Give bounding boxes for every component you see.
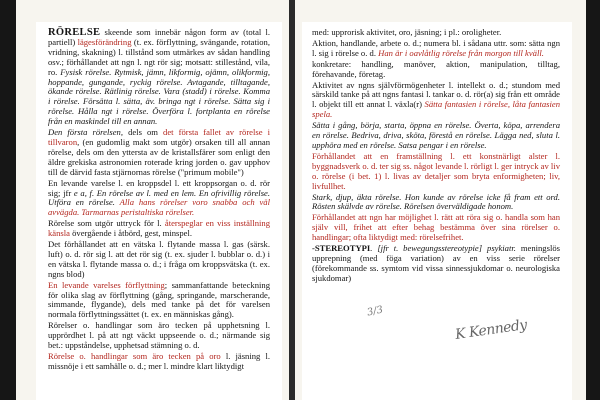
paragraph-manoeuvre bbox=[312, 60, 560, 80]
text-run: dels om bbox=[123, 127, 164, 138]
text-run: Aktivitet av ngns självförmögenheter l. intellekt o. d.; stundom med särskild tanke på att ngns fantasi l. tankar o. d. rör(a) sig från ett område l. objekt till ett annat l. växla(r) bbox=[312, 79, 560, 110]
paragraph-excitement bbox=[48, 321, 270, 351]
text-run: skeende som innebär någon form av (total l. partiell) bbox=[48, 27, 270, 47]
text-run: det första fallet av rörelse i tillvaron bbox=[48, 127, 270, 147]
artist-signature: K Kennedy bbox=[454, 317, 528, 343]
paragraph-unrest bbox=[48, 352, 270, 372]
paragraph-locomotion bbox=[48, 281, 270, 321]
paragraph-fluid-movement bbox=[48, 240, 270, 280]
paragraph-freedom bbox=[312, 213, 560, 243]
text-run: meningslös upprepning (med föga variation) av en viss serie rörelser (förekommande ss. symtom vid vissa sinnessjukdomar o. neurologiska sjukdomar) bbox=[312, 243, 560, 283]
text-run: Rörelser o. handlingar som äro tecken på upphetsning l. upprördhet l. på att ngt väckt uppseende o. d.; närmande sig bet.: uppståndelse, upphetsad stämning o. d. bbox=[48, 320, 270, 351]
text-run: Sätta fantasien i rörelse, låta fantasien spela. bbox=[312, 99, 560, 120]
text-run: med: upprorisk aktivitet, oro, jäsning; i pl.: oroligheter. bbox=[312, 27, 502, 37]
text-run: En levande varelses förflyttning bbox=[48, 279, 165, 290]
paragraph-emotion bbox=[312, 193, 560, 213]
paragraph-first-movement bbox=[48, 128, 270, 178]
text-run: Förhållandet att ngn har möjlighet l. rätt att röra sig o. handla som han själv vill, frihet att efter behag bestämma över sina rörelser o. handlingar; ofta liktydigt med: rörelsefrihet. bbox=[312, 212, 560, 243]
text-run: övergående i åtbörd, gest, minspel. bbox=[69, 228, 193, 239]
text-run: -STEREOTYPI bbox=[312, 243, 371, 254]
text-run: Stark, djup, äkta rörelse. Hon kunde av rörelse icke få fram ett ord. Rösten skälvde av rörelse. Rörelsen överväldigade honom. bbox=[312, 191, 560, 212]
paragraph-mental-activity bbox=[312, 81, 560, 121]
text-run: Rörelse som utgör uttryck för l. bbox=[48, 218, 165, 229]
text-run: lägesförändring bbox=[77, 36, 132, 47]
text-run: . [jfr t. bewegungsstereotypie] bbox=[370, 243, 488, 254]
paragraph-expression bbox=[48, 219, 270, 239]
text-run: Förhållandet att en framställning l. ett konstnärligt alster l. byggnadsverk o. d. ter sig ss. något levande l. rörligt l. ger intryck av liv o. rörelse (i bet. 1) l. livas av detaljer som bryta enformigheten; liv, livfullhet. bbox=[312, 150, 560, 191]
text-run: Det förhållandet att en vätska l. flytande massa l. gas (särsk. luft) o. d. rör sig l. att det rör sig (t. ex. sjuder l. bubblar o. d.) i en vätska l. flytande massa o. d.; i fråga om kroppsvätska (t. ex. ngns blod) bbox=[48, 239, 270, 279]
paragraph-definition bbox=[48, 28, 270, 127]
text-run: RÖRELSE bbox=[48, 27, 101, 38]
text-run: Alla hans rörelser voro snabba och väl avvägda. Tarmarnas peristaltiska rörelser. bbox=[48, 197, 270, 218]
text-run: Den första rörelsen, bbox=[48, 127, 123, 138]
paragraph-action bbox=[312, 39, 560, 59]
text-run: Aktion, handlande, arbete o. d.; numera bl. i sådana uttr. som: sätta ngn l. sig i rörelse o. d. bbox=[312, 37, 560, 58]
text-run: Fysisk rörelse. Rytmisk, jämn, likformig, ojämn, olikformig, hoppande, gungande, ryckig rörelse. Avtagande, tilltagande, ökande rörelse. Rätlinig rörelse. Vara (stadd) i rörelse. Komma i rörelse. Försätta l. sätta, äv. bringa ngt i rörelse. Sätta sig i rörelse. Hålla ngt i rörelse. Överföra l. fortplanta en rörelse från en maskindel till en annan. bbox=[48, 66, 270, 127]
text-run: Han är i oavlåtlig rörelse från morgon till kväll. bbox=[378, 47, 544, 58]
text-run: (t. ex. förflyttning, svängande, rotation, vridning, skakning) l. tillstånd som utmärkes av sådan handling osv.; förhållandet att ngn l. ngt rör sig; motsatt: stillestånd, vila, ro. bbox=[48, 36, 270, 77]
edition-number: 3/3 bbox=[366, 304, 385, 319]
paragraph-body-movement bbox=[48, 179, 270, 219]
right-page bbox=[302, 22, 572, 400]
text-run: återspeglar en viss inställning känsla bbox=[48, 218, 270, 239]
paragraph-business bbox=[312, 121, 560, 151]
text-run: , (en gudomlig makt som utgör) orsaken till all annan rörelse, dels om den yttersta av de kristallsfärer som enligt den äldre grekiska astronomien roterade kring jorden o. gav upphov till de därvid fasta stjärnornas rörelse ("primum mobile") bbox=[48, 136, 270, 177]
paragraph-stereotypy bbox=[312, 244, 560, 284]
text-run: konkretare: handling, manöver, aktion, manipulation, tilltag, förehavande, företag. bbox=[312, 58, 560, 79]
paragraph-liveliness bbox=[312, 152, 560, 192]
text-run: ; sammanfattande beteckning för olika slag av förflyttning (gång, springande, marscherande, simmande, flygande), dels med tanke på det för varelsen normala förflyttningssättet (t. ex. en människas gång). bbox=[48, 279, 270, 320]
text-run: e a, f. En rörelse av l. med en lem. En ofrivillig rörelse. Utföra en rörelse. bbox=[48, 187, 270, 208]
text-run: psykiatr. bbox=[487, 243, 516, 254]
left-page bbox=[36, 22, 282, 400]
text-run: Rörelse o. handlingar som äro tecken på oro bbox=[48, 351, 221, 361]
paragraph-unrest-cont bbox=[312, 28, 560, 38]
text-run: l. jäsning l. missnöje i ett samhälle o. d.; mer l. mindre klart liktydigt bbox=[48, 351, 271, 371]
book-gutter bbox=[289, 0, 295, 400]
text-run: En levande varelse l. en kroppsdel l. ett kroppsorgan o. d. rör sig; jfr bbox=[48, 177, 270, 198]
text-run: Sätta i gång, börja, starta, öppna en rörelse. Överta, köpa, arrendera en rörelse. Bedriva, driva, sköta, förestå en rörelse. Lägga ned, sluta l. upphöra med en rörelse. Satsa pengar i en rörelse. bbox=[312, 120, 560, 150]
